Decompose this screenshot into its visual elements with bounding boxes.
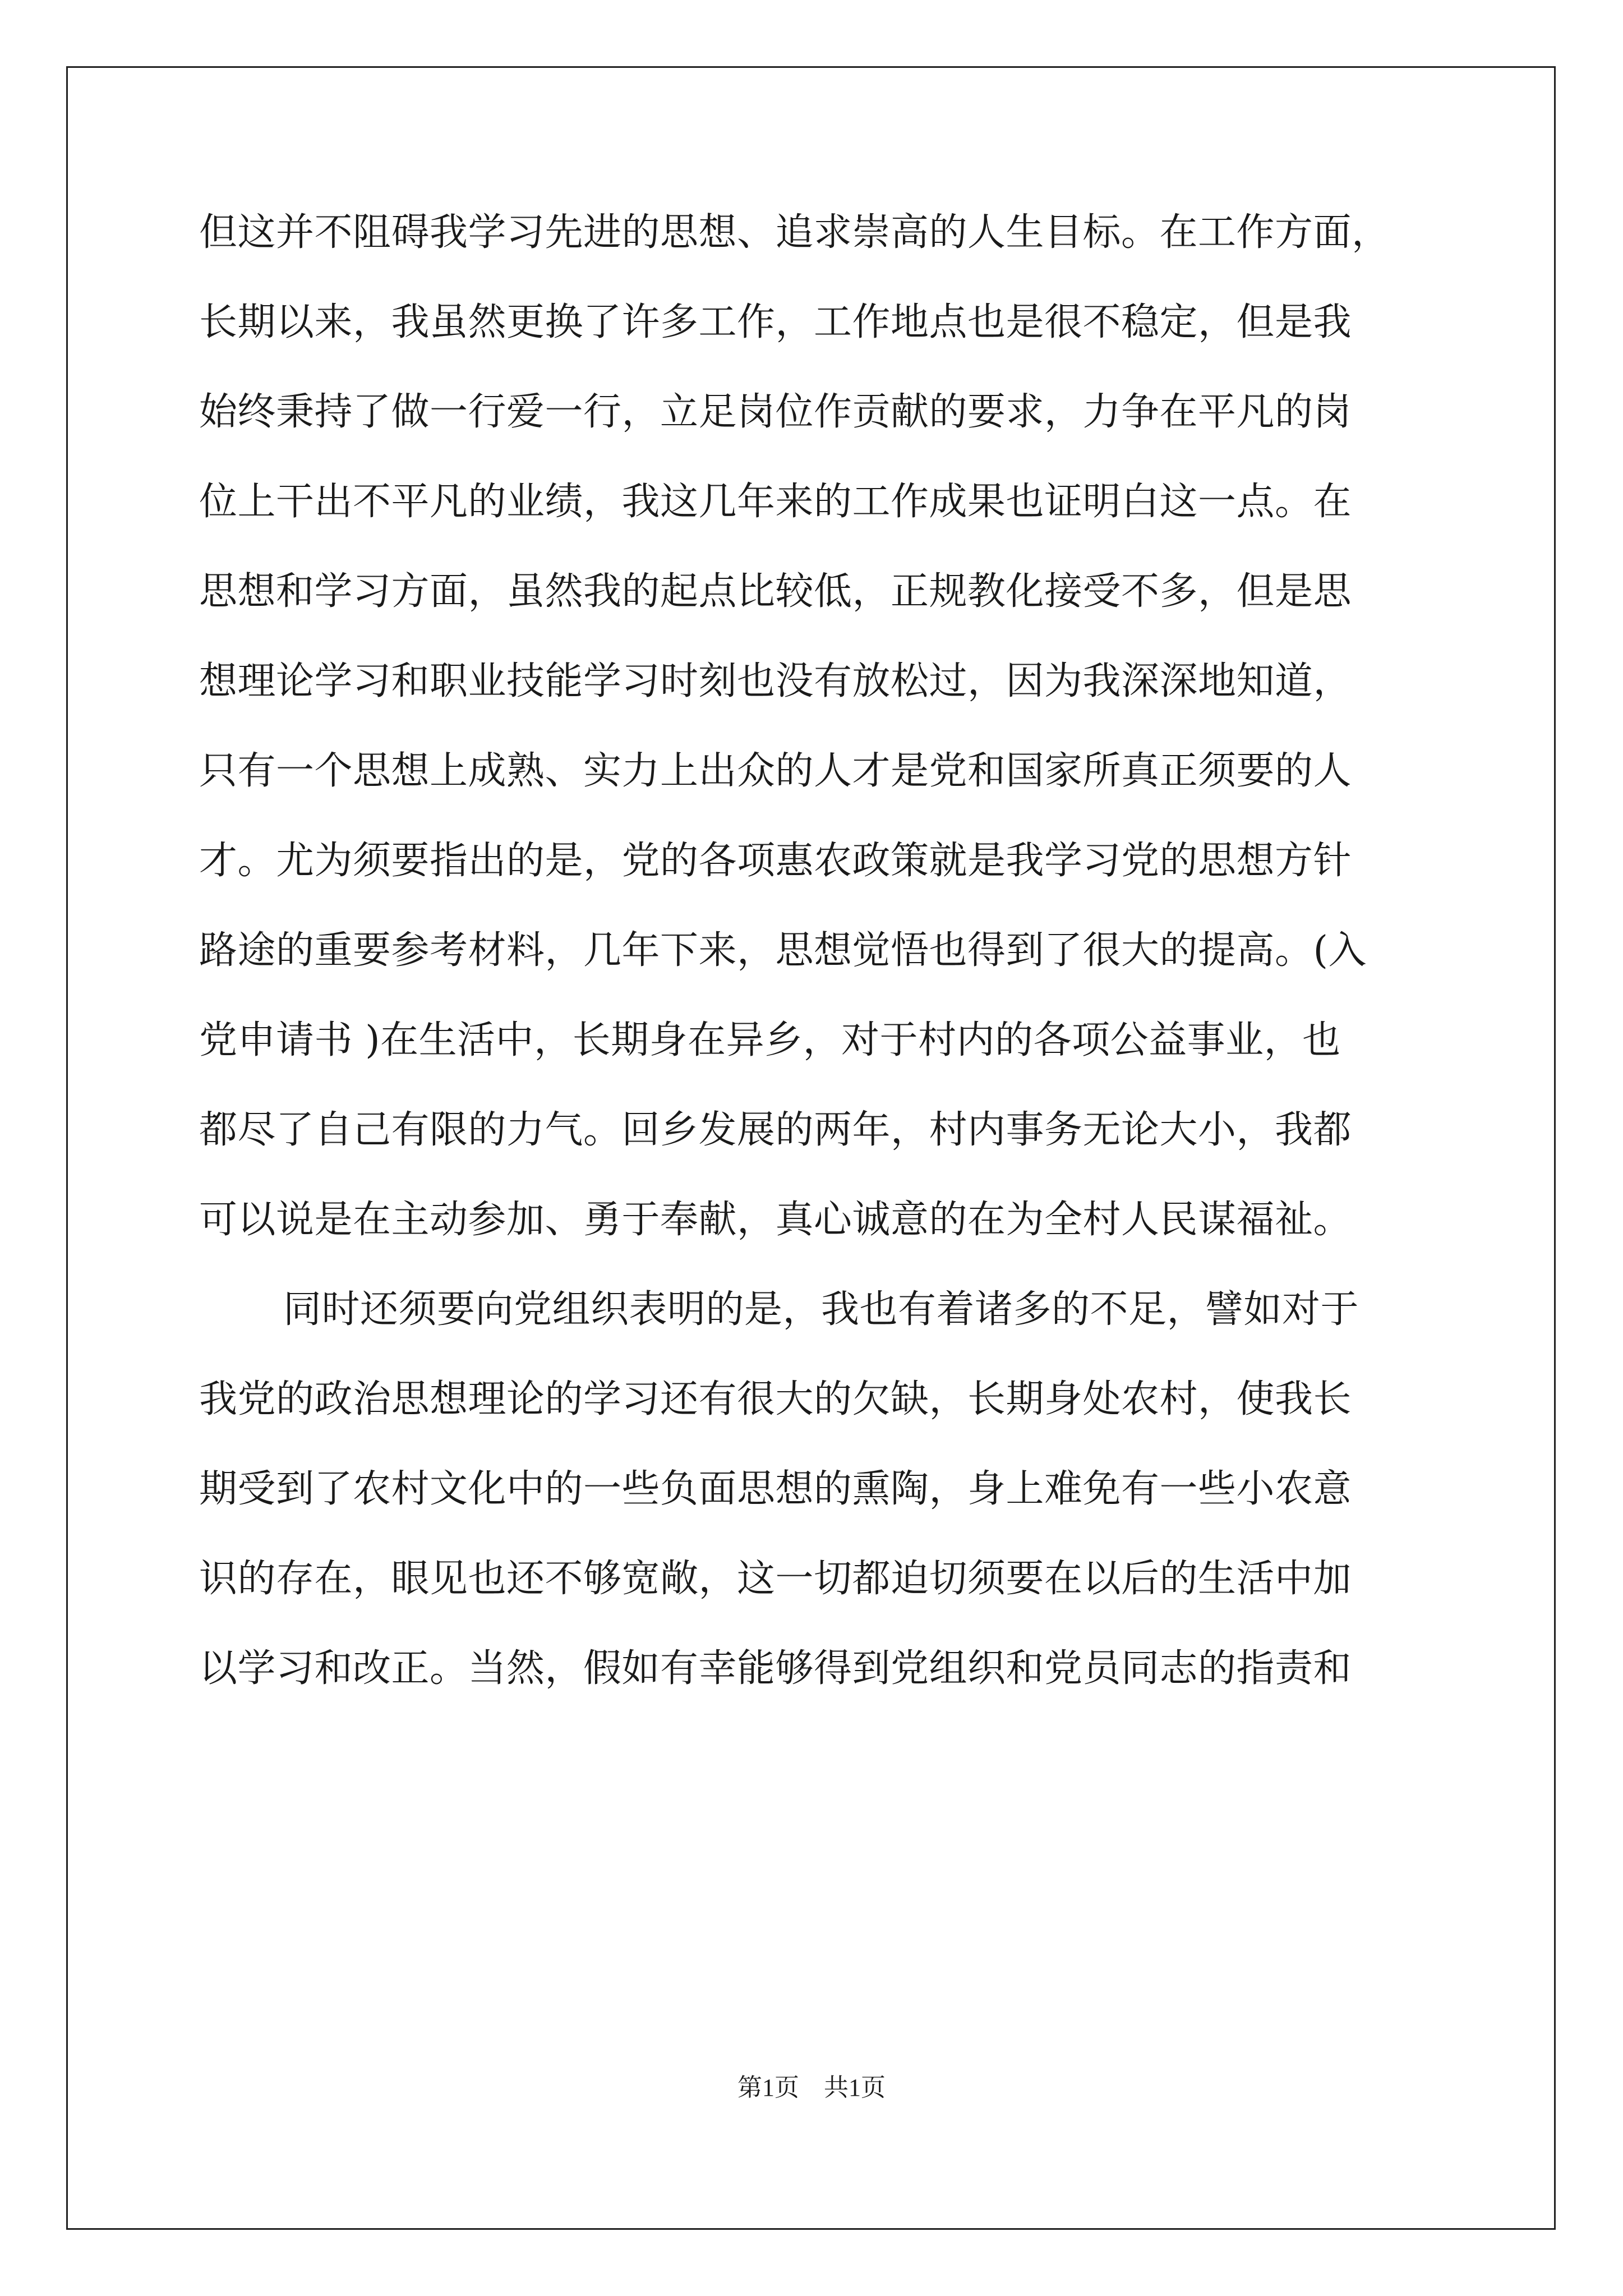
text-line: 但这并不阻碍我学习先进的思想、追求崇高的人生目标。在工作方面，: [199, 210, 1390, 255]
text-line: 思想和学习方面，虽然我的起点比较低，正规教化接受不多，但是思: [199, 569, 1352, 614]
text-line: 路途的重要参考材料，几年下来，思想觉悟也得到了很大的提高。(入: [199, 928, 1367, 973]
text-line: 可以说是在主动参加、勇于奉献，真心诚意的在为全村人民谋福祉。: [199, 1198, 1352, 1242]
page-number-footer: 第1页 共1页: [737, 2074, 886, 2101]
paragraph-first-line: 同时还须要向党组织表明的是，我也有着诸多的不足，譬如对于: [283, 1287, 1359, 1332]
text-line: 只有一个思想上成熟、实力上出众的人才是党和国家所真正须要的人: [199, 749, 1352, 793]
text-line: 识的存在，眼见也还不够宽敞，这一切都迫切须要在以后的生活中加: [199, 1557, 1352, 1601]
text-line: 期受到了农村文化中的一些负面思想的熏陶，身上难免有一些小农意: [199, 1467, 1352, 1511]
text-line: 才。尤为须要指出的是，党的各项惠农政策就是我学习党的思想方针: [199, 839, 1352, 883]
text-line: 都尽了自己有限的力气。回乡发展的两年，村内事务无论大小，我都: [199, 1108, 1352, 1152]
text-line: 我党的政治思想理论的学习还有很大的欠缺，长期身处农村，使我长: [199, 1377, 1352, 1421]
text-line: 长期以来，我虽然更换了许多工作，工作地点也是很不稳定，但是我: [199, 300, 1352, 344]
text-line: 始终秉持了做一行爱一行，立足岗位作贡献的要求，力争在平凡的岗: [199, 390, 1352, 434]
text-line: 想理论学习和职业技能学习时刻也没有放松过，因为我深深地知道，: [199, 659, 1352, 703]
text-line: 党申请书 )在生活中，长期身在异乡，对于村内的各项公益事业，也: [199, 1018, 1341, 1062]
text-line: 位上干出不平凡的业绩，我这几年来的工作成果也证明白这一点。在: [199, 480, 1352, 524]
text-line: 以学习和改正。当然，假如有幸能够得到党组织和党员同志的指责和: [199, 1646, 1352, 1691]
